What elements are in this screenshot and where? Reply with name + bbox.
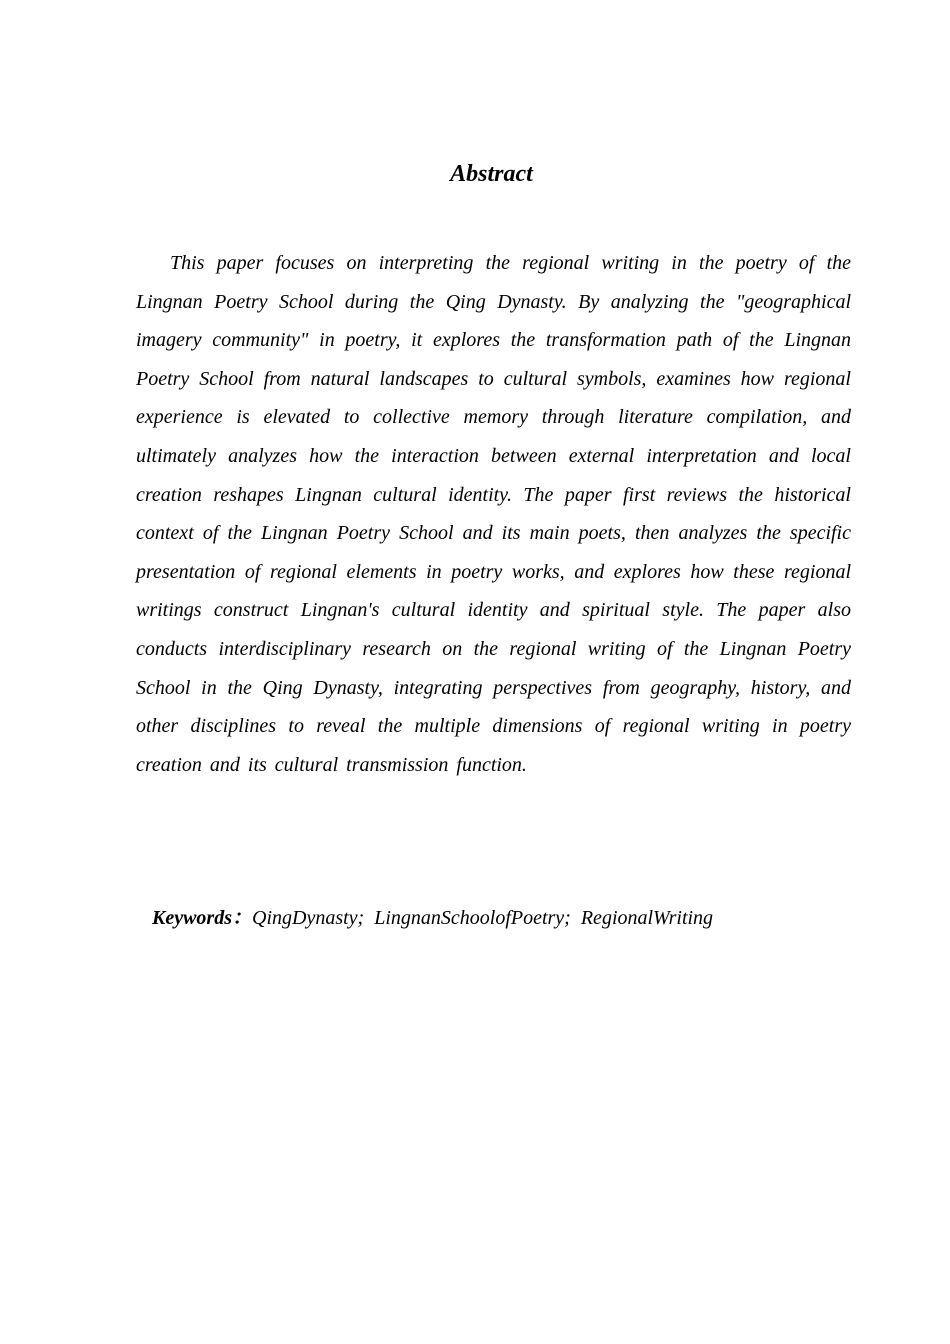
keyword-item: LingnanSchoolofPoetry;	[374, 907, 571, 929]
keyword-item: QingDynasty;	[252, 907, 365, 929]
keyword-item: RegionalWriting	[580, 907, 714, 929]
abstract-title: Abstract	[450, 161, 533, 187]
keywords-separator: ：	[232, 907, 252, 929]
keywords-label: Keywords	[152, 907, 232, 929]
abstract-body: This paper focuses on interpreting the regional writing in the poetry of the Lingnan Poetry School during the Qing Dynasty. By analyzing the "geographical imagery community" in poetry, it explores the transformation path of the Lingnan Poetry School from natural landscapes to cultural symbols, examines how regional experience is elevated to collective memory through literature compilation, and ultimately analyzes how the interaction between external interpretation and local creation reshapes Lingnan cultural identity. The paper first reviews the historical context of the Lingnan Poetry School and its main poets, then analyzes the specific presentation of regional elements in poetry works, and explores how these regional writings construct Lingnan's cultural identity and spiritual style. The paper also conducts interdisciplinary research on the regional writing of the Lingnan Poetry School in the Qing Dynasty, integrating perspectives from geography, history, and other disciplines to reveal the multiple dimensions of regional writing in poetry creation and its cultural transmission function.	[136, 252, 851, 776]
keywords-line	[152, 903, 852, 933]
